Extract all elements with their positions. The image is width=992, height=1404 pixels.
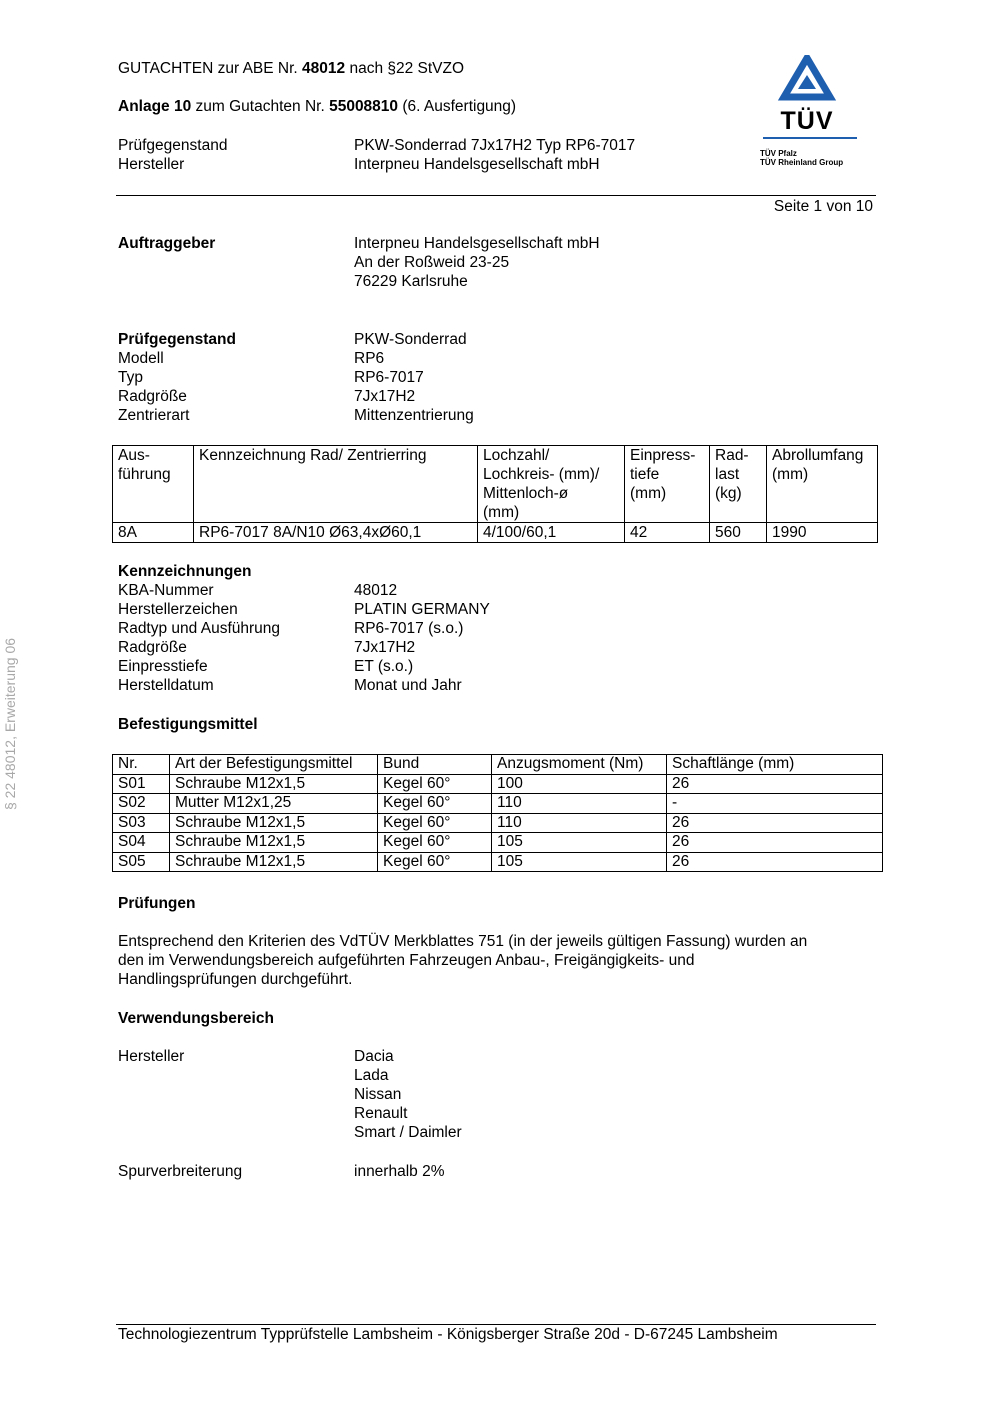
table-cell: 42 bbox=[625, 523, 710, 543]
header-text: tiefe bbox=[630, 466, 660, 483]
address-line: 76229 Karlsruhe bbox=[354, 273, 468, 290]
table-cell: 8A bbox=[113, 523, 194, 543]
field-value: RP6-7017 (s.o.) bbox=[354, 620, 464, 637]
header-pruef-label: Prüfgegenstand bbox=[118, 137, 228, 154]
tuv-brand: TÜV bbox=[780, 107, 834, 135]
wheel-table bbox=[112, 445, 878, 543]
kennzeichnungen-title: Kennzeichnungen bbox=[118, 563, 252, 580]
header-line-2 bbox=[118, 97, 516, 116]
page-number: Seite 1 von 10 bbox=[773, 198, 873, 215]
tuv-logo bbox=[760, 55, 860, 167]
field-value: Mittenzentrierung bbox=[354, 407, 474, 424]
field-label: Modell bbox=[118, 350, 164, 367]
table-cell: 105 bbox=[492, 852, 667, 872]
header-cell bbox=[710, 446, 767, 523]
table-cell: S02 bbox=[113, 794, 170, 814]
field-label: Prüfgegenstand bbox=[118, 331, 236, 348]
table-cell: 26 bbox=[667, 813, 883, 833]
list-item: Dacia bbox=[354, 1048, 394, 1065]
table-cell: 26 bbox=[667, 833, 883, 853]
header-line-1 bbox=[118, 59, 464, 78]
header-text: Kennzeichnung Rad/ Zentrierring bbox=[199, 447, 427, 464]
header-cell: Bund bbox=[378, 755, 492, 775]
auftraggeber-label: Auftraggeber bbox=[118, 235, 216, 252]
header-cell: Schaftlänge (mm) bbox=[667, 755, 883, 775]
header-cell bbox=[113, 446, 194, 523]
field-value: 48012 bbox=[354, 582, 398, 599]
pruefungen-title: Prüfungen bbox=[118, 895, 196, 912]
table-cell: 105 bbox=[492, 833, 667, 853]
field-label: Radtyp und Ausführung bbox=[118, 620, 281, 637]
field-label: Radgröße bbox=[118, 388, 187, 405]
header-line2-post: (6. Ausfertigung) bbox=[398, 98, 517, 115]
table-cell: 26 bbox=[667, 852, 883, 872]
field-value: RP6-7017 bbox=[354, 369, 424, 386]
table-cell: Kegel 60° bbox=[378, 794, 492, 814]
table-cell: 100 bbox=[492, 774, 667, 794]
list-item: Nissan bbox=[354, 1086, 402, 1103]
field-label: Zentrierart bbox=[118, 407, 190, 424]
header-text: Rad- bbox=[715, 447, 749, 464]
paragraph-line: Entsprechend den Kriterien des VdTÜV Merkblattes 751 (in der jeweils gültigen Fassung) wurden an bbox=[118, 933, 808, 950]
befestigung-table bbox=[112, 754, 883, 872]
header-text: Einpress- bbox=[630, 447, 696, 464]
table-cell: Kegel 60° bbox=[378, 852, 492, 872]
field-label: Einpresstiefe bbox=[118, 658, 208, 675]
table-cell: Kegel 60° bbox=[378, 813, 492, 833]
header-text: Lochkreis- (mm)/ bbox=[483, 466, 600, 483]
header-text: Aus- bbox=[118, 447, 150, 464]
table-cell: Schraube M12x1,5 bbox=[170, 813, 378, 833]
abe-number: 48012 bbox=[302, 60, 346, 77]
verwendung-hersteller-label: Hersteller bbox=[118, 1048, 185, 1065]
logo-sub-2: TÜV Rheinland Group bbox=[760, 158, 844, 167]
pruefgegenstand-labels bbox=[118, 330, 236, 425]
gutachten-number: 55008810 bbox=[329, 98, 399, 115]
paragraph-line: den im Verwendungsbereich aufgeführten Fahrzeugen Anbau-, Freigängigkeits- und bbox=[118, 952, 695, 969]
table-cell: S01 bbox=[113, 774, 170, 794]
list-item: Renault bbox=[354, 1105, 408, 1122]
field-value: 7Jx17H2 bbox=[354, 639, 416, 656]
header-rule bbox=[116, 195, 876, 196]
header-hersteller-value: Interpneu Handelsgesellschaft mbH bbox=[354, 156, 600, 173]
field-label: Herstelldatum bbox=[118, 677, 214, 694]
logo-sub-1: TÜV Pfalz bbox=[760, 149, 797, 158]
address-line: Interpneu Handelsgesellschaft mbH bbox=[354, 235, 600, 252]
table-cell: S05 bbox=[113, 852, 170, 872]
table-header-row bbox=[113, 446, 878, 523]
pruefgegenstand-values bbox=[354, 330, 474, 425]
table-cell: RP6-7017 8A/N10 Ø63,4xØ60,1 bbox=[194, 523, 478, 543]
header-text: (mm) bbox=[630, 485, 667, 502]
table-cell: Mutter M12x1,25 bbox=[170, 794, 378, 814]
field-value: Monat und Jahr bbox=[354, 677, 462, 694]
header-text: (mm) bbox=[483, 504, 520, 521]
field-label: KBA-Nummer bbox=[118, 582, 214, 599]
table-cell: 110 bbox=[492, 794, 667, 814]
logo-rule bbox=[763, 137, 857, 139]
paragraph-line: Handlingsprüfungen durchgeführt. bbox=[118, 971, 353, 988]
table-cell: 26 bbox=[667, 774, 883, 794]
tuv-triangle-icon bbox=[760, 55, 854, 103]
table-cell: Kegel 60° bbox=[378, 774, 492, 794]
field-value: 7Jx17H2 bbox=[354, 388, 416, 405]
table-cell: S04 bbox=[113, 833, 170, 853]
table-cell: 110 bbox=[492, 813, 667, 833]
header-text: (kg) bbox=[715, 485, 742, 502]
header-pruef-value: PKW-Sonderrad 7Jx17H2 Typ RP6-7017 bbox=[354, 137, 636, 154]
table-header-row bbox=[113, 755, 883, 775]
field-value: PLATIN GERMANY bbox=[354, 601, 490, 618]
header-cell bbox=[625, 446, 710, 523]
auftraggeber-address bbox=[354, 234, 600, 291]
header-line1-post: nach §22 StVZO bbox=[345, 60, 465, 77]
table-cell: S03 bbox=[113, 813, 170, 833]
table-row bbox=[113, 852, 883, 872]
header-text: Lochzahl/ bbox=[483, 447, 550, 464]
table-row bbox=[113, 833, 883, 853]
field-value: RP6 bbox=[354, 350, 385, 367]
list-item: Smart / Daimler bbox=[354, 1124, 462, 1141]
side-margin-note: § 22 48012, Erweiterung 06 bbox=[2, 637, 18, 810]
header-text: (mm) bbox=[772, 466, 809, 483]
header-cell: Anzugsmoment (Nm) bbox=[492, 755, 667, 775]
table-row bbox=[113, 813, 883, 833]
header-cell: Nr. bbox=[113, 755, 170, 775]
header-cell: Art der Befestigungsmittel bbox=[170, 755, 378, 775]
header-hersteller-label: Hersteller bbox=[118, 156, 185, 173]
list-item: Lada bbox=[354, 1067, 389, 1084]
table-cell: Schraube M12x1,5 bbox=[170, 852, 378, 872]
verwendung-title: Verwendungsbereich bbox=[118, 1010, 274, 1027]
header-cell bbox=[767, 446, 878, 523]
header-text: führung bbox=[118, 466, 171, 483]
field-label: Typ bbox=[118, 369, 143, 386]
table-row bbox=[113, 774, 883, 794]
header-cell bbox=[194, 446, 478, 523]
spur-value: innerhalb 2% bbox=[354, 1163, 445, 1180]
kennzeichnungen-values bbox=[354, 581, 490, 695]
header-text: last bbox=[715, 466, 740, 483]
table-row bbox=[113, 523, 878, 543]
header-line1-pre: GUTACHTEN zur ABE Nr. bbox=[118, 60, 303, 77]
footer-address: Technologiezentrum Typprüfstelle Lambsheim - Königsberger Straße 20d - D-67245 Lambsheim bbox=[118, 1326, 778, 1343]
table-row bbox=[113, 794, 883, 814]
kennzeichnungen-labels bbox=[118, 581, 280, 695]
field-label: Herstellerzeichen bbox=[118, 601, 238, 618]
pruefungen-paragraph bbox=[118, 932, 807, 989]
table-cell: 560 bbox=[710, 523, 767, 543]
header-text: Mittenloch-ø bbox=[483, 485, 569, 502]
spur-label: Spurverbreiterung bbox=[118, 1163, 243, 1180]
table-cell: 4/100/60,1 bbox=[478, 523, 625, 543]
table-cell: Kegel 60° bbox=[378, 833, 492, 853]
address-line: An der Roßweid 23-25 bbox=[354, 254, 510, 271]
befestigung-title: Befestigungsmittel bbox=[118, 716, 258, 733]
field-value: ET (s.o.) bbox=[354, 658, 414, 675]
header-text: Abrollumfang bbox=[772, 447, 864, 464]
verwendung-hersteller-list bbox=[354, 1047, 462, 1142]
field-label: Radgröße bbox=[118, 639, 187, 656]
header-cell bbox=[478, 446, 625, 523]
header-line2-mid: zum Gutachten Nr. bbox=[191, 98, 330, 115]
table-cell: Schraube M12x1,5 bbox=[170, 774, 378, 794]
table-cell: 1990 bbox=[767, 523, 878, 543]
table-cell: - bbox=[667, 794, 883, 814]
anlage-label: Anlage 10 bbox=[118, 98, 192, 115]
field-value: PKW-Sonderrad bbox=[354, 331, 467, 348]
table-cell: Schraube M12x1,5 bbox=[170, 833, 378, 853]
